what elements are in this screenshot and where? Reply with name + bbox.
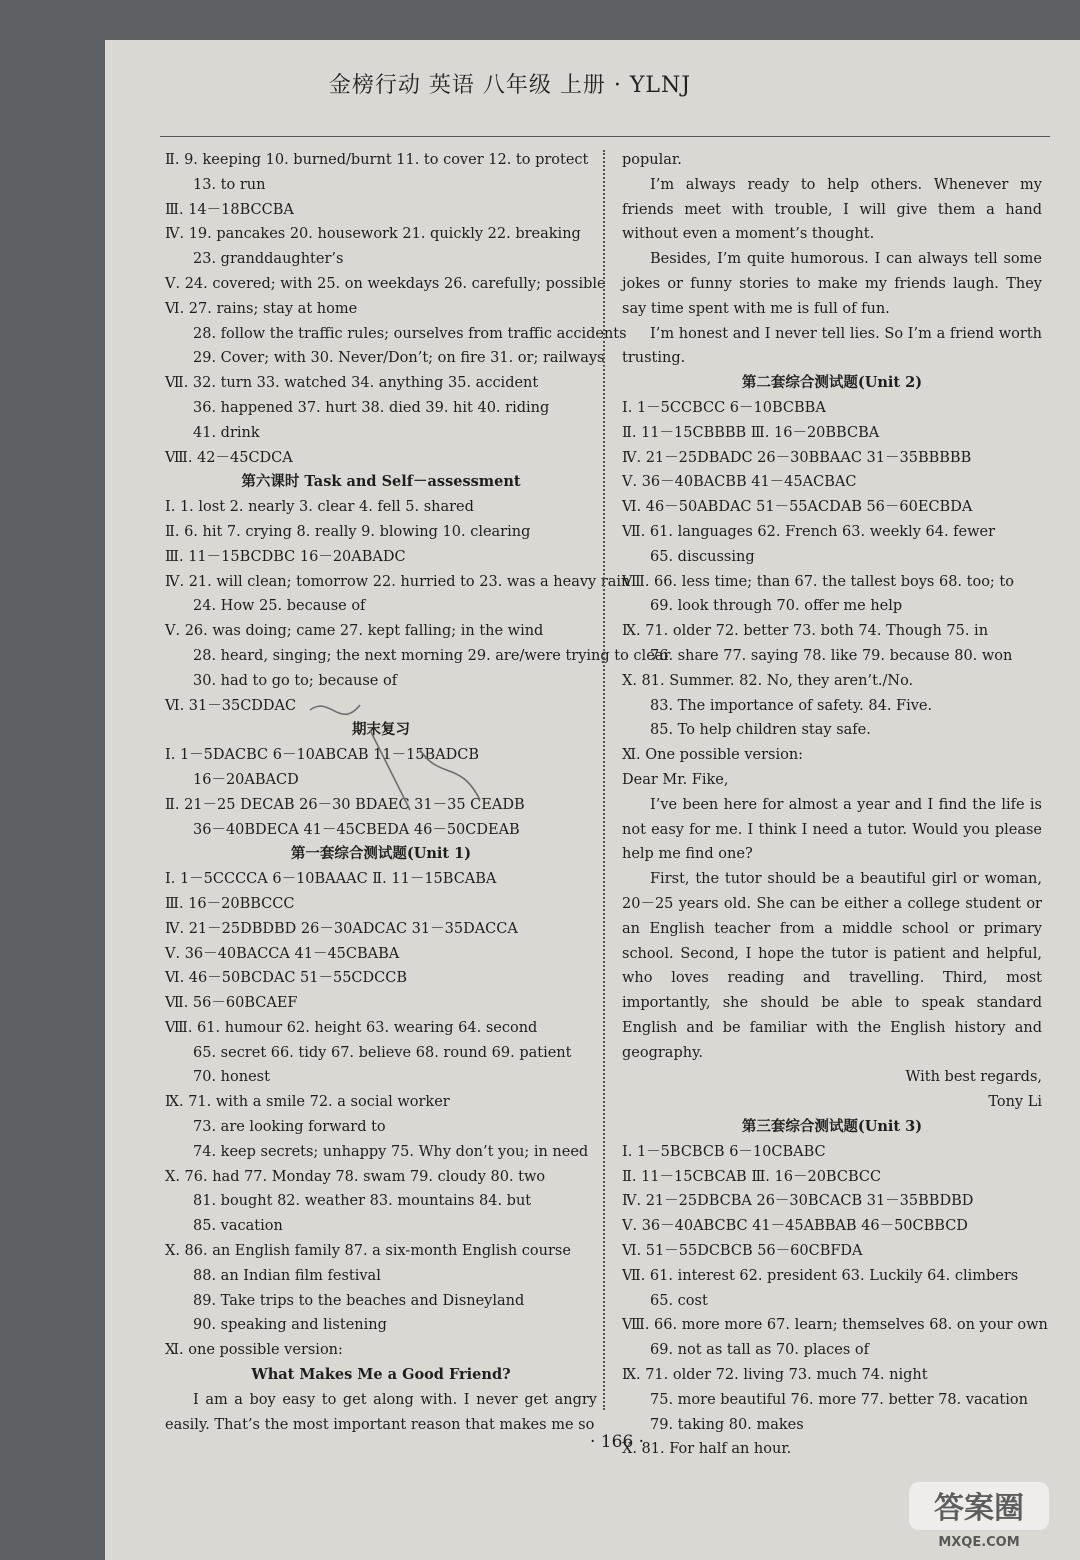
right-answer-line: 第三套综合测试题(Unit 3) [741, 1118, 923, 1136]
right-answer-line: Ⅱ. 11－15CBCAB Ⅲ. 16－20BCBCC [622, 1168, 882, 1185]
right-answer-line: 第二套综合测试题(Unit 2) [741, 374, 923, 392]
left-answer-line: 第一套综合测试题(Unit 1) [290, 845, 472, 863]
left-answer-line: 24. How 25. because of [193, 598, 366, 615]
left-answer-line: 70. honest [193, 1069, 270, 1086]
right-answer-line: Ⅰ. 1－5BCBCB 6－10CBABC [622, 1143, 826, 1160]
left-answer-line: Ⅹ. 76. had 77. Monday 78. swam 79. cloudy 80. two [165, 1168, 546, 1185]
left-answer-line: 41. drink [193, 424, 260, 441]
right-answer-line: Ⅹ. 81. Summer. 82. No, they aren’t./No. [622, 672, 914, 689]
right-answer-line: Besides, I’m quite humorous. I can always tell some jokes or funny stories to make my friends laugh. They say time spent with me is full of fun. [622, 251, 1042, 317]
left-answer-line: 28. follow the traffic rules; ourselves from traffic accidents [193, 325, 627, 342]
left-answer-line: 23. granddaughter’s [193, 251, 344, 268]
left-answer-line: 第六课时 Task and Self－assessment [241, 473, 521, 491]
left-answer-line: Ⅹ. 86. an English family 87. a six-month English course [165, 1243, 571, 1260]
right-answer-line: Dear Mr. Fike, [622, 771, 729, 788]
left-answer-line: Ⅴ. 26. was doing; came 27. kept falling; in the wind [165, 623, 544, 640]
svg-text:答案圈: 答案圈 [934, 1491, 1024, 1526]
right-answer-line: popular. [622, 152, 682, 168]
page-header: 金榜行动 英语 八年级 上册 · YLNJ [328, 73, 692, 98]
right-answer-line: I’m honest and I never tell lies. So I’m a friend worth trusting. [622, 325, 1042, 367]
left-answer-line: Ⅵ. 31－35CDDAC [165, 697, 297, 714]
right-column [622, 148, 1048, 1462]
watermark-logo [905, 1478, 1055, 1553]
right-answer-line: First, the tutor should be a beautiful girl or woman, 20－25 years old. She can be either a college student or an English teacher from a middle school or primary school. Second, I hope the tutor is patient and helpful, who loves reading and travelling. Third, most importantly, she should be able to speak standard English and be familiar with the English history and geography. [622, 871, 1042, 1061]
right-answer-line: I’m always ready to help others. Whenever my friends meet with trouble, I will give them a hand without even a moment’s thought. [622, 176, 1042, 243]
left-answer-line: Ⅰ. 1. lost 2. nearly 3. clear 4. fell 5. shared [165, 499, 474, 516]
left-answer-line: Ⅳ. 21－25DBDBD 26－30ADCAC 31－35DACCA [165, 920, 518, 937]
left-answer-line: Ⅱ. 6. hit 7. crying 8. really 9. blowing 10. clearing [165, 523, 531, 540]
left-answer-line: 36. happened 37. hurt 38. died 39. hit 40. riding [193, 399, 550, 416]
left-answer-line: Ⅲ. 11－15BCDBC 16－20ABADC [165, 548, 406, 565]
right-answer-line: Ⅳ. 21－25DBADC 26－30BBAAC 31－35BBBBB [622, 449, 972, 466]
left-answer-line: I am a boy easy to get along with. I never get angry easily. That’s the most important reason that makes me so [165, 1391, 597, 1433]
column-divider [603, 150, 605, 1410]
left-answer-line: 16－20ABACD [193, 771, 299, 788]
right-answer-line: Ⅶ. 61. languages 62. French 63. weekly 64. fewer [622, 523, 996, 540]
right-answer-line: Tony Li [988, 1094, 1042, 1111]
right-answer-line: Ⅰ. 1－5CCBCC 6－10BCBBA [622, 399, 826, 416]
left-answer-line: 36－40BDECA 41－45CBEDA 46－50CDEAB [193, 821, 520, 838]
left-answer-line: Ⅰ. 1－5DACBC 6－10ABCAB 11－15BADCB [165, 747, 480, 764]
left-answer-line: Ⅲ. 16－20BBCCC [165, 895, 295, 912]
left-answer-line: 期末复习 [352, 721, 410, 739]
right-answer-line: Ⅱ. 11－15CBBBB Ⅲ. 16－20BBCBA [622, 424, 880, 441]
left-answer-line: 28. heard, singing; the next morning 29. are/were trying to clear [193, 647, 671, 664]
right-answer-line: 76. share 77. saying 78. like 79. because 80. won [650, 647, 1013, 664]
left-answer-line: Ⅴ. 24. covered; with 25. on weekdays 26. carefully; possible [165, 275, 606, 292]
right-answer-line: 65. discussing [650, 548, 755, 565]
right-answer-line: Ⅺ. One possible version: [622, 747, 804, 764]
right-answer-line: 69. look through 70. offer me help [650, 598, 903, 615]
left-answer-line: Ⅺ. one possible version: [165, 1342, 343, 1359]
left-answer-line: Ⅶ. 32. turn 33. watched 34. anything 35. accident [165, 375, 539, 392]
right-answer-line: Ⅸ. 71. older 72. living 73. much 74. night [622, 1367, 928, 1384]
left-answer-line: 90. speaking and listening [193, 1317, 387, 1334]
right-answer-line: 69. not as tall as 70. places of [650, 1342, 870, 1359]
right-answer-line: Ⅳ. 21－25DBCBA 26－30BCACB 31－35BBDBD [622, 1193, 974, 1210]
left-answer-line: Ⅷ. 61. humour 62. height 63. wearing 64. second [165, 1019, 538, 1036]
left-answer-line: 30. had to go to; because of [193, 672, 398, 689]
left-answer-line: Ⅵ. 46－50BCDAC 51－55CDCCB [165, 970, 407, 987]
pencil-scribble [300, 690, 500, 830]
left-answer-line: Ⅴ. 36－40BACCA 41－45CBABA [165, 945, 400, 962]
left-answer-line: 85. vacation [193, 1218, 283, 1235]
left-answer-line: What Makes Me a Good Friend? [251, 1366, 511, 1384]
right-answer-line: Ⅵ. 51－55DCBCB 56－60CBFDA [622, 1243, 863, 1260]
left-answer-line: 74. keep secrets; unhappy 75. Why don’t you; in need [193, 1143, 589, 1160]
left-answer-line: 88. an Indian film festival [193, 1267, 381, 1284]
left-answer-line: 29. Cover; with 30. Never/Don’t; on fire 31. or; railways [193, 350, 605, 367]
right-answer-line: Ⅹ. 81. For half an hour. [622, 1441, 792, 1458]
right-answer-line: With best regards, [905, 1069, 1042, 1086]
right-answer-line: Ⅶ. 61. interest 62. president 63. Luckily 64. climbers [622, 1267, 1019, 1284]
left-answer-line: 65. secret 66. tidy 67. believe 68. round 69. patient [193, 1044, 572, 1061]
left-answer-line: Ⅱ. 21－25 DECAB 26－30 BDAEC 31－35 CEADB [165, 796, 525, 813]
left-answer-line: Ⅷ. 42－45CDCA [165, 449, 293, 466]
right-answer-line: Ⅷ. 66. more more 67. learn; themselves 68. on your own [622, 1317, 1048, 1334]
right-answer-line: 83. The importance of safety. 84. Five. [650, 697, 933, 714]
header-rule [160, 136, 1050, 137]
left-answer-line: Ⅳ. 19. pancakes 20. housework 21. quickly 22. breaking [165, 226, 581, 243]
left-answer-line: 73. are looking forward to [193, 1119, 386, 1136]
right-answer-line: 75. more beautiful 76. more 77. better 78. vacation [650, 1391, 1028, 1408]
right-answer-line: 85. To help children stay safe. [650, 722, 871, 739]
right-answer-line: I’ve been here for almost a year and I find the life is not easy for me. I think I need a tutor. Would you please help me find one? [622, 796, 1042, 863]
left-answer-line: Ⅵ. 27. rains; stay at home [165, 300, 358, 317]
right-answer-line: Ⅴ. 36－40BACBB 41－45ACBAC [622, 474, 857, 491]
svg-text:MXQE.COM: MXQE.COM [938, 1535, 1020, 1550]
right-answer-line: Ⅸ. 71. older 72. better 73. both 74. Though 75. in [622, 623, 989, 640]
page-number: · 166 · [590, 1432, 645, 1452]
right-answer-line: Ⅴ. 36－40ABCBC 41－45ABBAB 46－50CBBCD [622, 1218, 968, 1235]
left-answer-line: 13. to run [193, 176, 266, 193]
left-answer-line: Ⅶ. 56－60BCAEF [165, 995, 298, 1012]
left-answer-line: Ⅳ. 21. will clean; tomorrow 22. hurried to 23. was a heavy rain [165, 573, 631, 590]
left-answer-line: Ⅱ. 9. keeping 10. burned/burnt 11. to cover 12. to protect [165, 152, 589, 168]
left-answer-line: Ⅲ. 14－18BCCBA [165, 201, 294, 218]
right-answer-line: Ⅵ. 46－50ABDAC 51－55ACDAB 56－60ECBDA [622, 499, 973, 516]
right-answer-line: 65. cost [650, 1292, 708, 1309]
left-answer-line: 89. Take trips to the beaches and Disneyland [193, 1292, 525, 1309]
left-answer-line: Ⅰ. 1－5CCCCA 6－10BAAAC Ⅱ. 11－15BCABA [165, 871, 497, 888]
right-answer-line: 79. taking 80. makes [650, 1416, 804, 1433]
left-answer-line: Ⅸ. 71. with a smile 72. a social worker [165, 1094, 450, 1111]
right-answer-line: Ⅷ. 66. less time; than 67. the tallest boys 68. too; to [622, 573, 1014, 590]
left-answer-line: 81. bought 82. weather 83. mountains 84. but [193, 1193, 532, 1210]
